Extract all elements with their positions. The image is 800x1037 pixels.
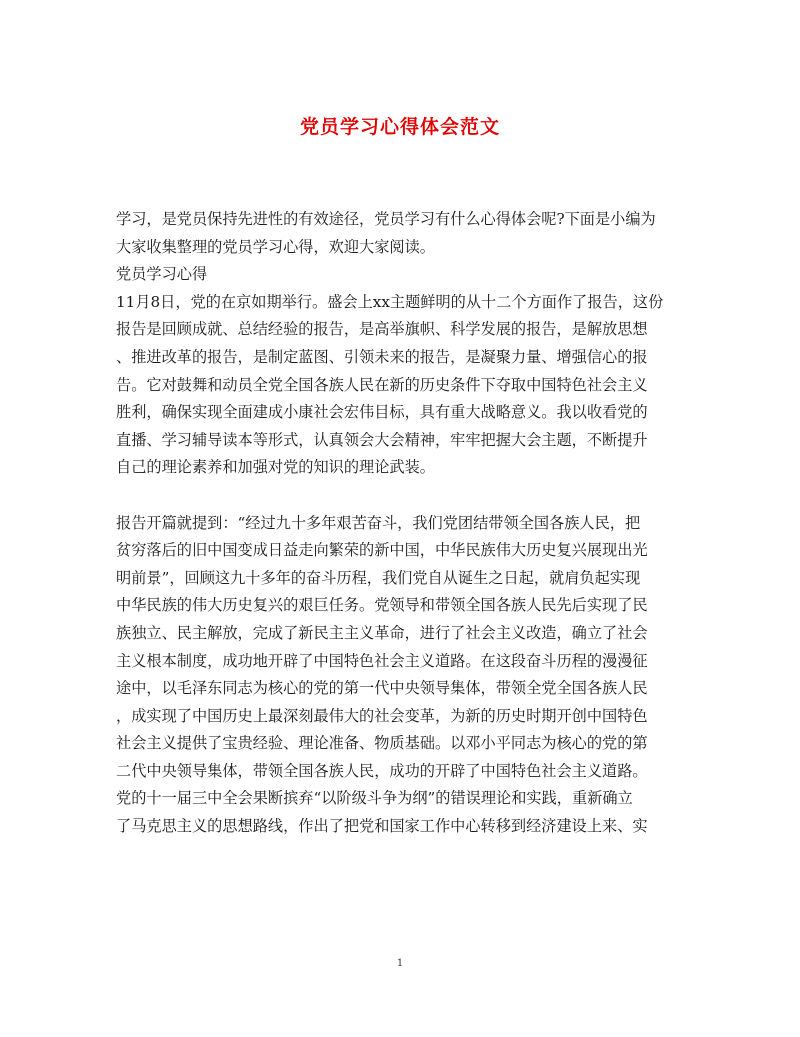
text-line: 自己的理论素养和加强对党的知识的理论武装。 (116, 458, 435, 477)
text-line: 报告是回顾成就、总结经验的报告，是高举旗帜、科学发展的报告，是解放思想 (116, 320, 648, 339)
text-line: 报告开篇就提到：“经过九十多年艰苦奋斗，我们党团结带领全国各族人民，把 (116, 513, 641, 532)
text-line: 胜利，确保实现全面建成小康社会宏伟目标，具有重大战略意义。我以收看党的 (116, 403, 648, 422)
text-line: ，成实现了中国历史上最深刻最伟大的社会变革，为新的历史时期开创中国特色 (116, 706, 648, 725)
text-line: 贫穷落后的旧中国变成日益走向繁荣的新中国，中华民族伟大历史复兴展现出光 (116, 541, 648, 560)
text-line: 直播、学习辅导读本等形式，认真领会大会精神，牢牢把握大会主题，不断提升 (116, 430, 648, 449)
document-body (116, 206, 688, 841)
text-line: 二代中央领导集体，带领全国各族人民，成功的开辟了中国特色社会主义道路。 (116, 761, 648, 780)
text-line: 明前景”，回顾这九十多年的奋斗历程，我们党自从诞生之日起，就肩负起实现 (116, 568, 641, 587)
text-line: 中华民族的伟大历史复兴的艰巨任务。党领导和带领全国各族人民先后实现了民 (116, 596, 648, 615)
page-number: 1 (396, 958, 404, 969)
section-heading: 党员学习心得 (116, 265, 208, 284)
text-line: 社会主义提供了宝贵经验、理论准备、物质基础。以邓小平同志为核心的党的第 (116, 734, 648, 753)
text-line: 学习，是党员保持先进性的有效途径，党员学习有什么心得体会呢?下面是小编为 (116, 210, 656, 228)
text-line: 了马克思主义的思想路线，作出了把党和国家工作中心转移到经济建设上来、实 (116, 817, 648, 836)
text-line: 途中，以毛泽东同志为核心的党的第一代中央领导集体，带领全党全国各族人民 (116, 679, 648, 698)
text-line: 族独立、民主解放，完成了新民主主义革命，进行了社会主义改造，确立了社会 (116, 623, 648, 642)
paragraph-gap (116, 482, 688, 510)
text-line: 告。它对鼓舞和动员全党全国各族人民在新的历史条件下夺取中国特色社会主义 (116, 375, 648, 394)
text-line: 大家收集整理的党员学习心得，欢迎大家阅读。 (116, 237, 435, 256)
text-line: 11月8日，党的在京如期举行。盛会上xx主题鲜明的从十二个方面作了报告，这份 (116, 292, 664, 311)
text-line: 主义根本制度，成功地开辟了中国特色社会主义道路。在这段奋斗历程的漫漫征 (116, 651, 648, 670)
document-title: 党员学习心得体会范文 (299, 116, 500, 138)
text-line: 党的十一届三中全会果断摈弃“以阶级斗争为纲”的错误理论和实践，重新确立 (116, 789, 633, 808)
text-line: 、推进改革的报告，是制定蓝图、引领未来的报告，是凝聚力量、增强信心的报 (116, 347, 648, 366)
